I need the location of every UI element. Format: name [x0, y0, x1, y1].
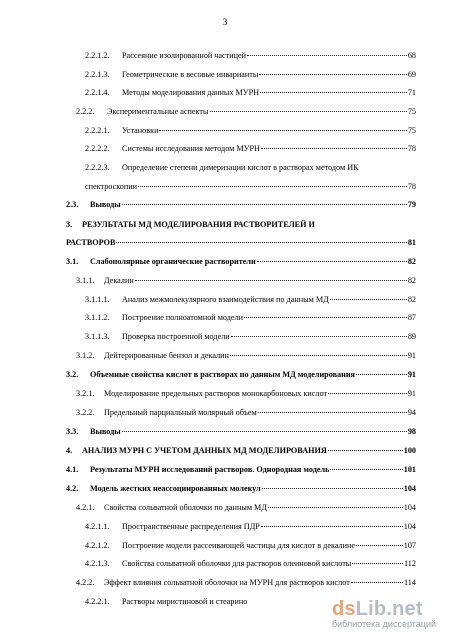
toc-entry[interactable] [76, 107, 416, 116]
dot-leader [122, 204, 407, 205]
toc-entry-title: РЕЗУЛЬТАТЫ МД МОДЕЛИРОВАНИЯ РАСТВОРИТЕЛЕЙ И [82, 220, 315, 229]
toc-entry[interactable] [66, 446, 416, 455]
toc-entry[interactable] [76, 408, 416, 417]
dot-leader [268, 507, 403, 508]
toc-entry-number: 4.2.1.3. [85, 559, 110, 568]
toc-entry[interactable] [85, 559, 416, 568]
dot-leader [135, 280, 407, 281]
dot-leader [247, 55, 407, 56]
toc-entry-page: 87 [407, 313, 416, 322]
toc-entry[interactable] [76, 578, 416, 587]
toc-entry-number: 4.2.1. [76, 503, 95, 512]
dot-leader [159, 130, 406, 131]
toc-entry-title: Экспериментальные аспекты [107, 107, 209, 116]
dot-leader [351, 582, 403, 583]
toc-entry-title: Моделирование предельных растворов монокарбоновых кислот [104, 389, 328, 398]
toc-entry-page: 75 [407, 107, 416, 116]
toc-entry-number: 3. [66, 220, 73, 229]
toc-entry-number: 2.2.1.4. [85, 88, 110, 97]
toc-entry-number: 4.2. [66, 484, 79, 493]
toc-entry-title: Построение модели рассеивающей частицы для кислот в декалине [122, 541, 356, 550]
toc-entry-page: 101 [403, 465, 416, 474]
toc-entry-title: Построение полноатомной модели [122, 313, 244, 322]
toc-entry-page: 71 [407, 88, 416, 97]
toc-entry-title: Системы исследования методом МУРН [122, 144, 260, 153]
toc-entry-page: 91 [407, 351, 416, 360]
toc-entry[interactable] [85, 163, 416, 172]
toc-entry[interactable] [66, 465, 416, 474]
toc-entry-title: Определение степени димеризации кислот в растворах методом ИК [122, 163, 359, 172]
dot-leader [230, 355, 407, 356]
toc-entry-page: 104 [403, 522, 416, 531]
toc-entry-number: 3.2. [66, 370, 79, 379]
dot-leader [244, 317, 407, 318]
toc-entry[interactable] [85, 541, 416, 550]
toc-entry-page: 98 [407, 427, 416, 436]
toc-entry-page: 107 [403, 541, 416, 550]
toc-entry-number: 3.3. [66, 427, 79, 436]
toc-entry-number: 2.2.2.1. [85, 126, 110, 135]
toc-entry-title: Методы моделирования данных МУРН [122, 88, 260, 97]
toc-entry-continuation[interactable] [85, 182, 416, 191]
toc-entry-title: Пространственные распределения ПДР [122, 522, 260, 531]
toc-entry-title: Дейтерированные бензол и декалин [104, 351, 229, 360]
toc-entry-page: 69 [407, 70, 416, 79]
toc-entry-number: 2.2.1.3. [85, 70, 110, 79]
toc-entry-number: 3.2.2. [76, 408, 95, 417]
watermark[interactable] [332, 598, 436, 629]
toc-entry-page: 114 [404, 578, 416, 587]
toc-entry-page: 75 [407, 126, 416, 135]
watermark-logo: dsLib.net [331, 598, 423, 620]
toc-entry-page: 91 [407, 389, 416, 398]
toc-entry-number: 2.2.2. [76, 107, 95, 116]
toc-entry-number: 4. [66, 446, 73, 455]
toc-entry[interactable] [76, 351, 416, 360]
toc-entry-number: 4.1. [66, 465, 79, 474]
toc-entry[interactable] [66, 427, 416, 436]
toc-entry[interactable] [85, 522, 416, 531]
dot-leader [258, 412, 407, 413]
toc-entry[interactable] [85, 88, 416, 97]
toc-entry-title: Свойства сольватной оболочки по данным МД [104, 503, 267, 512]
toc-entry[interactable] [85, 126, 416, 135]
dot-leader [231, 336, 407, 337]
dot-leader [257, 261, 407, 262]
toc-entry-title: Слабополярные органические растворители [90, 257, 256, 266]
toc-entry[interactable] [76, 276, 416, 285]
toc-entry-title: Выводы [90, 200, 121, 209]
toc-entry-page: 78 [407, 144, 416, 153]
toc-entry[interactable] [85, 70, 416, 79]
toc-entry[interactable] [76, 503, 416, 512]
toc-entry-title: Растворы миристиновой и стеарино [122, 597, 248, 606]
toc-entry-title: Выводы [90, 427, 121, 436]
dot-leader [259, 74, 406, 75]
toc-entry-page: 89 [407, 332, 416, 341]
toc-entry-number: 4.2.1.2. [85, 541, 110, 550]
dot-leader [330, 469, 402, 470]
toc-entry-number: 3.1.1. [76, 276, 95, 285]
toc-entry-page: 78 [407, 182, 416, 191]
toc-entry-title: Модель жестких неассоциированных молекул [90, 484, 261, 493]
toc-entry[interactable] [85, 144, 416, 153]
dot-leader [261, 526, 403, 527]
toc-entry[interactable] [66, 370, 416, 379]
toc-entry-title: Свойства сольватной оболочки для растворов олеиновой кислоты [122, 559, 352, 568]
toc-entry-title: Декалин [104, 276, 134, 285]
dot-leader [352, 563, 403, 564]
dot-leader [328, 393, 407, 394]
toc-entry-number: 4.2.1.1. [85, 522, 110, 531]
toc-entry-number: 2.2.2.2. [85, 144, 110, 153]
dot-leader [122, 431, 407, 432]
toc-entry-page: 82 [407, 257, 416, 266]
toc-entry-number: 3.2.1. [76, 389, 95, 398]
watermark-subtitle: библиотека диссертаций [331, 619, 436, 629]
dot-leader [138, 186, 407, 187]
toc-entry-page: 68 [407, 51, 416, 60]
toc-entry[interactable] [85, 332, 416, 341]
toc-entry[interactable] [66, 484, 416, 493]
dot-leader [330, 299, 407, 300]
dot-leader [328, 450, 403, 451]
toc-entry-page: 112 [404, 559, 416, 568]
toc-entry-page: 100 [403, 446, 416, 455]
toc-entry-title: Геометрические в весовые инварианты [122, 70, 259, 79]
toc-entry-title: Анализ межмолекулярного взаимодействия по данным МД [122, 295, 329, 304]
toc-entry-number: 3.1.1.2. [85, 313, 110, 322]
toc-entry-title: Проверка построенной модели [122, 332, 230, 341]
toc-entry-title: Результаты МУРН исследований растворов. Однородная модель [90, 465, 330, 474]
toc-entry-number: 2.2.2.3. [85, 163, 110, 172]
toc-entry-title: Рассеяние изолированной частицей [122, 51, 247, 60]
dot-leader [356, 374, 407, 375]
toc-entry-continuation[interactable] [66, 238, 416, 247]
toc-entry-page: 81 [407, 238, 416, 247]
dot-leader [262, 488, 403, 489]
dot-leader [260, 92, 407, 93]
toc-entry-title: Эффект влияния сольватной оболочки на МУРН для растворов кислот [104, 578, 350, 587]
toc-entry-page: 82 [407, 295, 416, 304]
toc-entry-number: 4.2.2. [76, 578, 95, 587]
page-number: 3 [222, 18, 228, 28]
dot-leader [261, 148, 407, 149]
toc-entry-title: Предельный парциальный молярный объем [104, 408, 257, 417]
toc-entry[interactable] [85, 295, 416, 304]
toc-entry-number: 3.1.1.1. [85, 295, 110, 304]
toc-entry[interactable] [66, 257, 416, 266]
toc-entry[interactable] [85, 313, 416, 322]
toc-entry-page: 91 [407, 370, 416, 379]
toc-entry-page: 94 [407, 408, 416, 417]
toc-entry-number: 3.1.1.3. [85, 332, 110, 341]
toc-entry[interactable] [76, 389, 416, 398]
dot-leader [356, 545, 403, 546]
toc-entry-title: АНАЛИЗ МУРН С УЧЕТОМ ДАННЫХ МД МОДЕЛИРОВАНИЯ [82, 446, 327, 455]
toc-entry-number: 2.2.1.2. [85, 51, 110, 60]
toc-entry-number: 3.1.2. [76, 351, 95, 360]
toc-entry-page: 82 [407, 276, 416, 285]
toc-entry-page: 104 [403, 503, 416, 512]
toc-entry-page: 104 [403, 484, 416, 493]
toc-entry-number: 3.1. [66, 257, 79, 266]
toc-entry-number: 4.2.2.1. [85, 597, 110, 606]
toc-entry-title-continuation: РАСТВОРОВ [66, 238, 116, 247]
dot-leader [210, 111, 407, 112]
toc-entry[interactable] [66, 200, 416, 209]
toc-entry-number: 2.3. [66, 200, 79, 209]
toc-entry-title: Объемные свойства кислот в растворах по данным МД моделирования [90, 370, 355, 379]
toc-entry[interactable] [85, 51, 416, 60]
toc-entry[interactable] [66, 220, 416, 229]
toc-entry-page: 79 [407, 200, 416, 209]
toc-entry-title-continuation: спектроскопии [85, 182, 138, 191]
toc-entry-title: Установки [122, 126, 159, 135]
dot-leader [116, 242, 406, 243]
